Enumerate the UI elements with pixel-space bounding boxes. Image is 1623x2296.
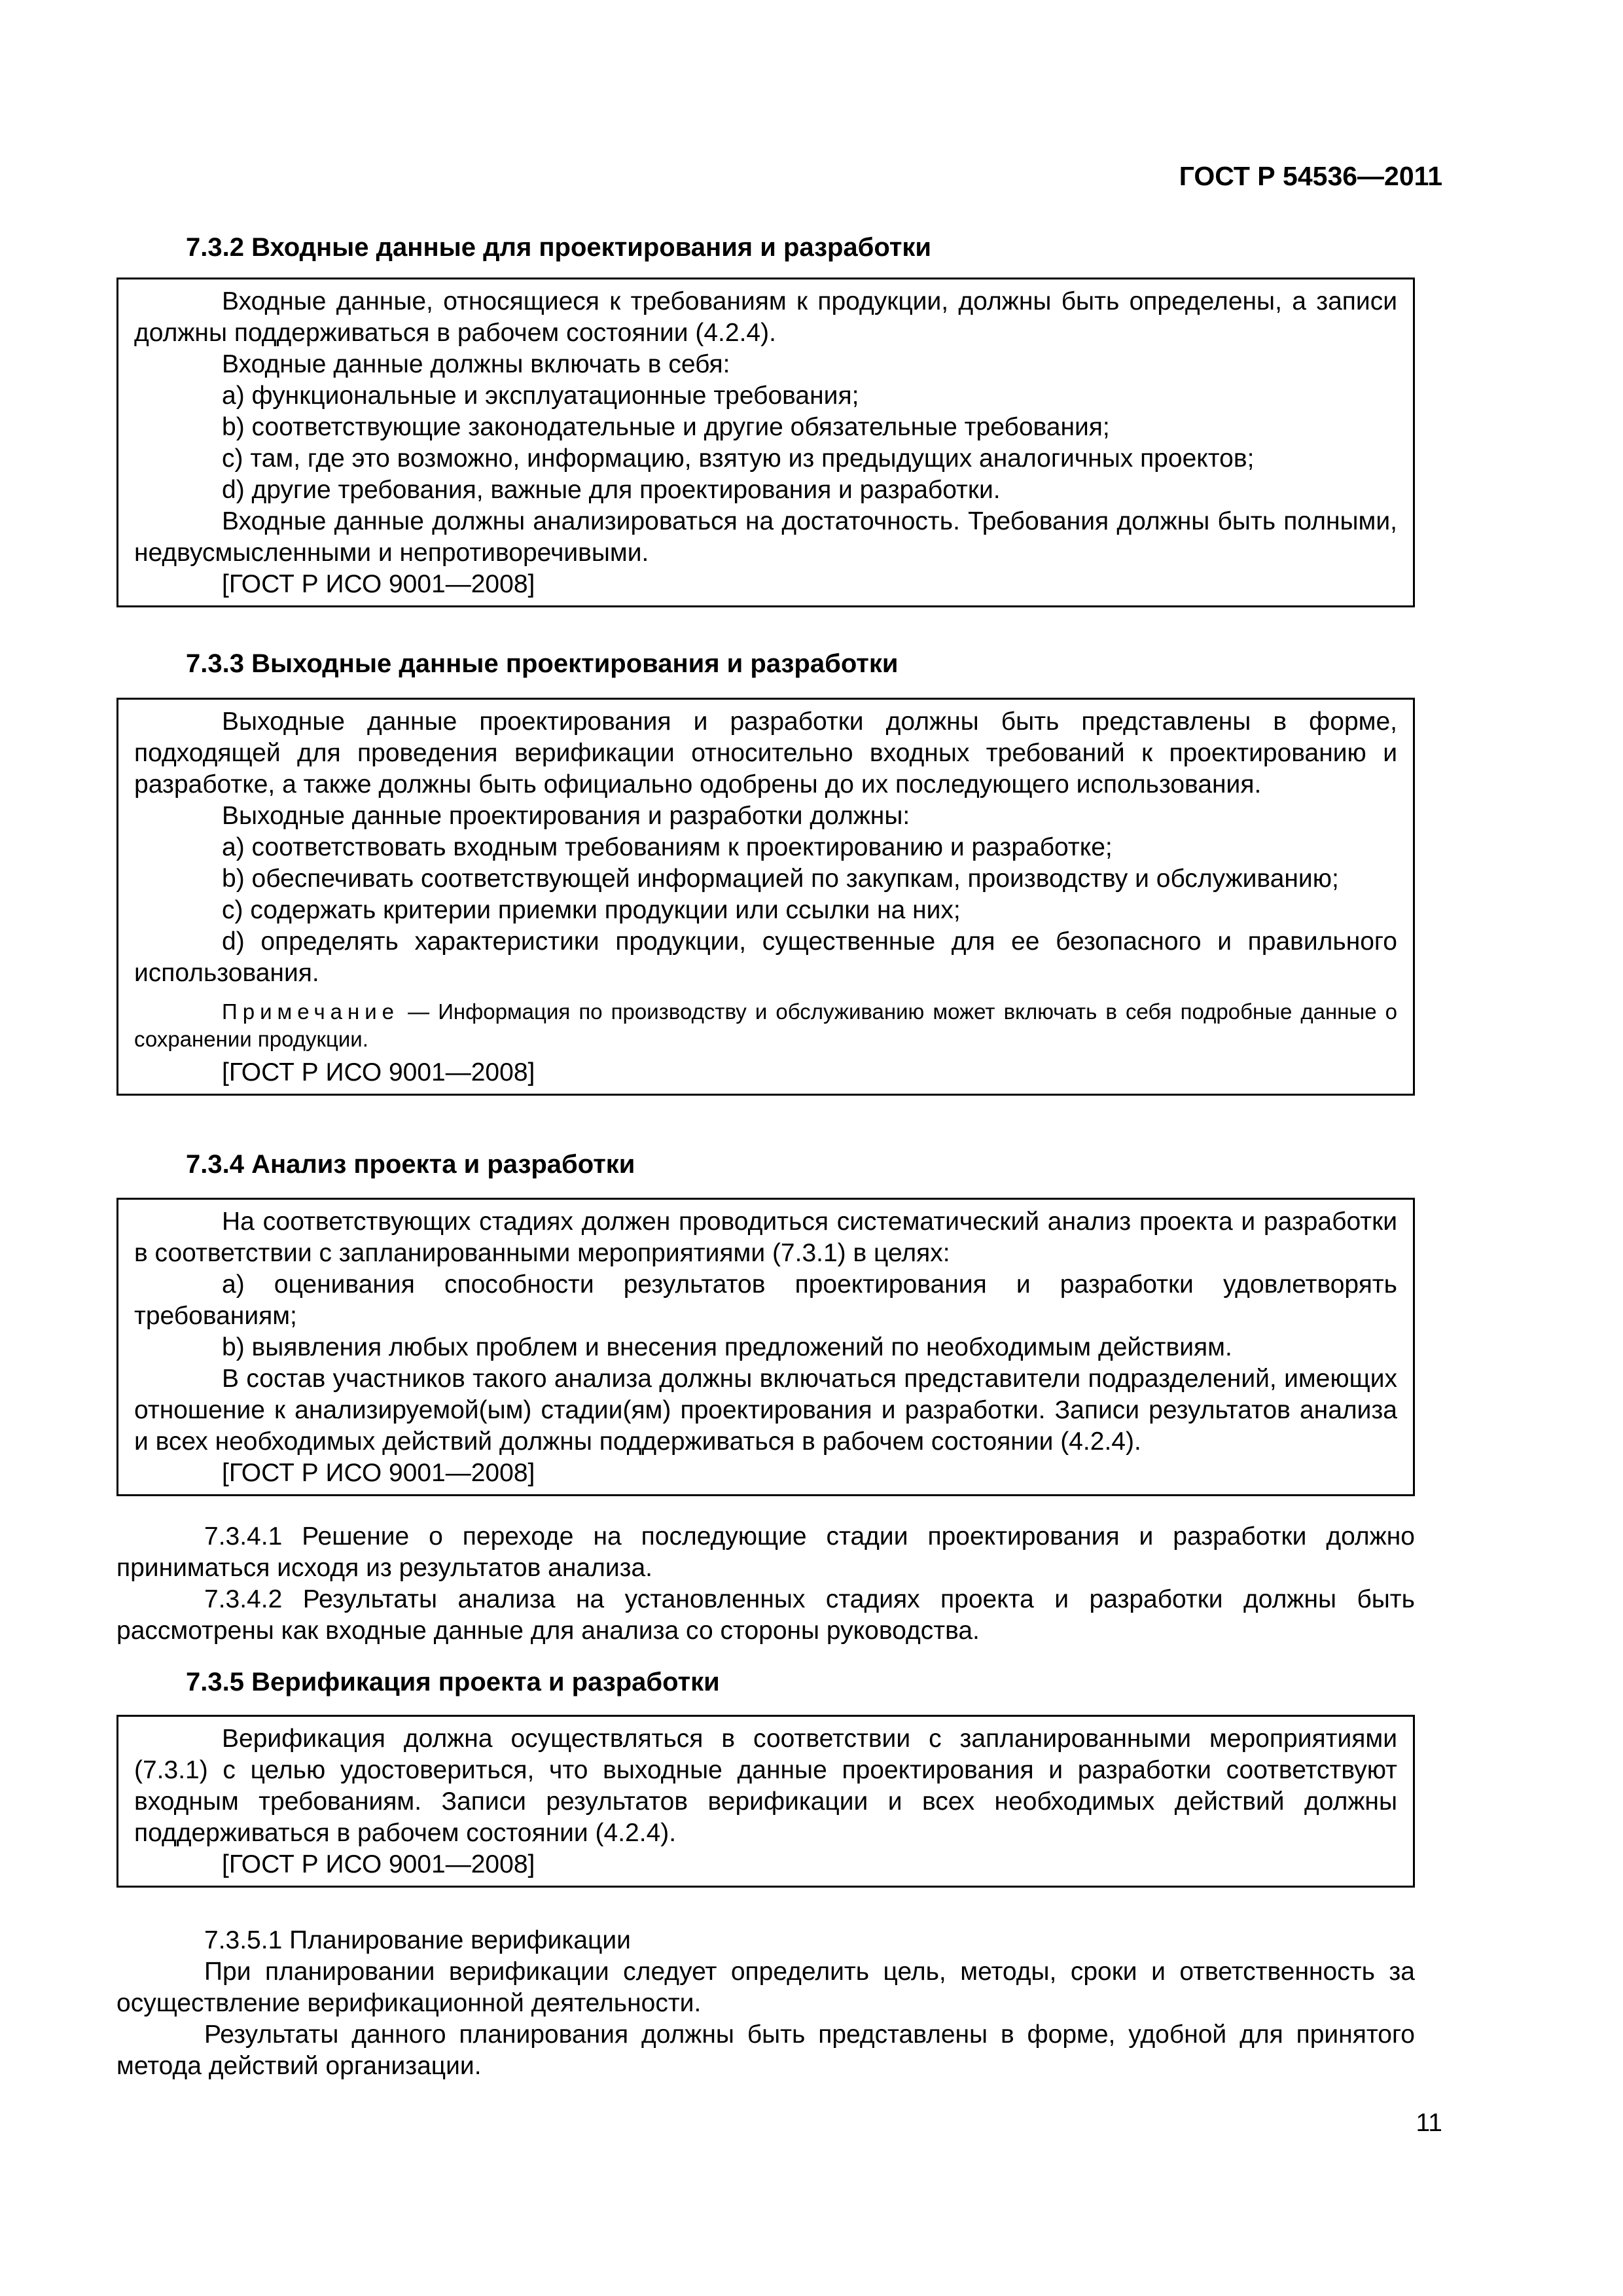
section-heading-7-3-2: 7.3.2 Входные данные для проектирования и разработки <box>186 233 932 262</box>
clauses-7-3-4 <box>116 1521 1415 1647</box>
list-item: a) функциональные и эксплуатационные требования; <box>222 382 859 410</box>
section-heading-7-3-4: 7.3.4 Анализ проекта и разработки <box>186 1150 635 1179</box>
paragraph: Входные данные, относящиеся к требованиям к продукции, должны быть определены, а записи должны поддерживаться в рабочем состоянии (4.2.4). <box>134 287 1397 347</box>
quote-box-7-3-5 <box>116 1715 1415 1888</box>
paragraph: Выходные данные проектирования и разработки должны: <box>222 802 910 830</box>
note-label: Примечание <box>222 999 400 1024</box>
source-reference: [ГОСТ Р ИСО 9001—2008] <box>222 1058 535 1086</box>
paragraph: При планировании верификации следует определить цель, методы, сроки и ответственность за осуществление верификационной деятельности. <box>116 1958 1415 2017</box>
paragraph: На соответствующих стадиях должен проводиться систематический анализ проекта и разработки в соответствии с запланированными мероприятиями (7.3.1) в целях: <box>134 1208 1397 1267</box>
list-item: b) обеспечивать соответствующей информацией по закупкам, производству и обслуживанию; <box>222 865 1339 893</box>
subsection-heading-7-3-5-1: 7.3.5.1 Планирование верификации <box>204 1926 631 1954</box>
list-item: c) там, где это возможно, информацию, взятую из предыдущих аналогичных проектов; <box>222 444 1255 473</box>
list-item: a) оценивания способности результатов проектирования и разработки удовлетворять требованиям; <box>134 1270 1397 1330</box>
list-item: b) выявления любых проблем и внесения предложений по необходимым действиям. <box>222 1333 1232 1361</box>
clause-7-3-4-2: 7.3.4.2 Результаты анализа на установленных стадиях проекта и разработки должны быть рассмотрены как входные данные для анализа со стороны руководства. <box>116 1585 1415 1645</box>
source-reference: [ГОСТ Р ИСО 9001—2008] <box>222 1850 535 1878</box>
section-heading-7-3-5: 7.3.5 Верификация проекта и разработки <box>186 1668 720 1696</box>
page-number: 11 <box>1416 2109 1442 2137</box>
paragraph: В состав участников такого анализа должны включаться представители подразделений, имеющих отношение к анализируемой(ым) стадии(ям) проектирования и разработки. Записи результатов анализа и всех необходимых действий должны поддерживаться в рабочем состоянии (4.2.4). <box>134 1365 1397 1456</box>
subsection-7-3-5-1 <box>116 1925 1415 2082</box>
source-reference: [ГОСТ Р ИСО 9001—2008] <box>222 570 535 598</box>
paragraph: Выходные данные проектирования и разработки должны быть представлены в форме, подходящей для проведения верификации относительно входных требований к проектированию и разработке, а также должны быть официально одобрены до их последующего использования. <box>134 708 1397 798</box>
source-reference: [ГОСТ Р ИСО 9001—2008] <box>222 1459 535 1487</box>
list-item: d) другие требования, важные для проектирования и разработки. <box>222 476 1001 504</box>
list-item: b) соответствующие законодательные и другие обязательные требования; <box>222 413 1110 441</box>
clause-7-3-4-1: 7.3.4.1 Решение о переходе на последующие стадии проектирования и разработки должно приниматься исходя из результатов анализа. <box>116 1522 1415 1582</box>
quote-box-7-3-3 <box>116 698 1415 1096</box>
note-text: — Информация по производству и обслуживанию может включать в себя подробные данные о сохранении продукции. <box>134 999 1397 1051</box>
paragraph: Результаты данного планирования должны быть представлены в форме, удобной для принятого метода действий организации. <box>116 2020 1415 2080</box>
quote-box-7-3-2 <box>116 278 1415 607</box>
list-item: c) содержать критерии приемки продукции или ссылки на них; <box>222 896 961 924</box>
paragraph: Входные данные должны включать в себя: <box>222 350 730 378</box>
quote-box-7-3-4 <box>116 1198 1415 1496</box>
section-heading-7-3-3: 7.3.3 Выходные данные проектирования и разработки <box>186 649 899 678</box>
paragraph: Входные данные должны анализироваться на достаточность. Требования должны быть полными, недвусмысленными и непротиворечивыми. <box>134 507 1397 567</box>
paragraph: Верификация должна осуществляться в соответствии с запланированными мероприятиями (7.3.1) с целью удостовериться, что выходные данные проектирования и разработки соответствуют входным требованиям. Записи результатов верификации и всех необходимых действий должны поддерживаться в рабочем состоянии (4.2.4). <box>134 1725 1397 1847</box>
list-item: a) соответствовать входным требованиям к проектированию и разработке; <box>222 833 1113 861</box>
list-item: d) определять характеристики продукции, существенные для ее безопасного и правильного использования. <box>134 927 1397 987</box>
note <box>134 998 1397 1053</box>
document-id-header: ГОСТ Р 54536—2011 <box>1179 161 1442 191</box>
